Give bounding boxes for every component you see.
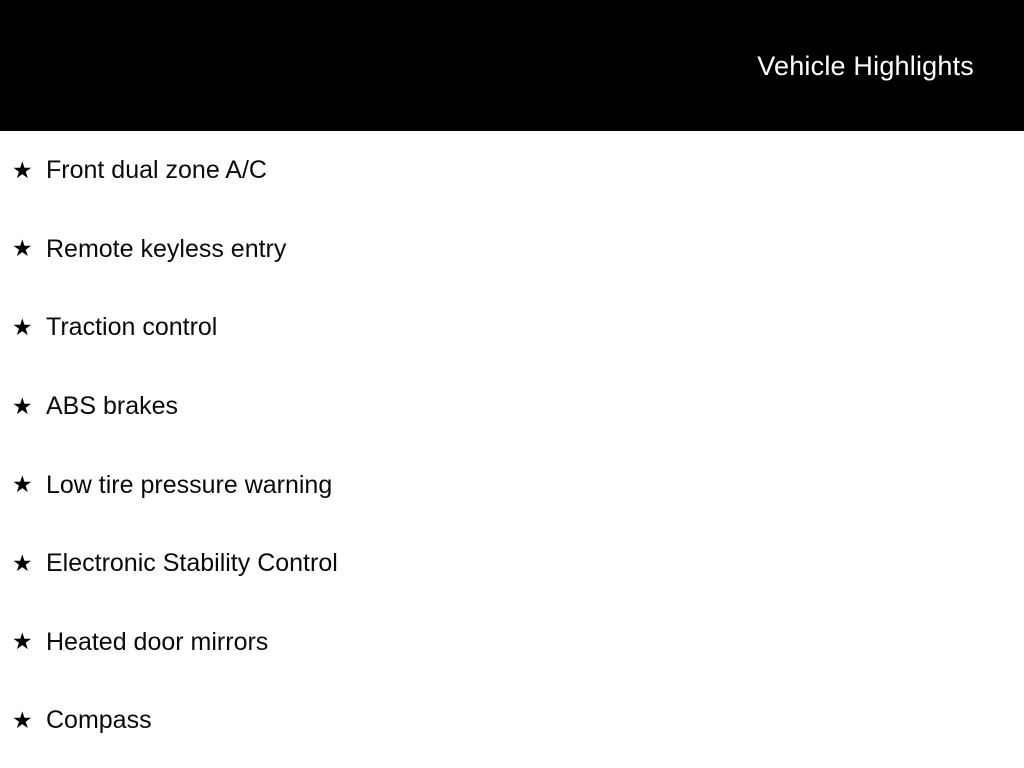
list-item xyxy=(0,367,1024,446)
list-item xyxy=(0,445,1024,524)
list-item xyxy=(0,681,1024,760)
star-icon: ★ xyxy=(12,628,33,655)
star-icon: ★ xyxy=(12,235,33,262)
list-item xyxy=(0,288,1024,367)
star-icon: ★ xyxy=(12,156,33,183)
header-bar xyxy=(0,0,1024,131)
page-title: Vehicle Highlights xyxy=(757,51,974,81)
list-item xyxy=(0,131,1024,210)
star-icon: ★ xyxy=(12,392,33,419)
star-icon: ★ xyxy=(12,549,33,576)
list-item-label: ABS brakes xyxy=(46,392,179,421)
list-item-label: Front dual zone A/C xyxy=(46,156,267,185)
list-item xyxy=(0,210,1024,289)
star-icon: ★ xyxy=(12,313,33,340)
list-item-label: Remote keyless entry xyxy=(46,234,287,263)
list-item-label: Electronic Stability Control xyxy=(46,549,338,578)
list-item-label: Compass xyxy=(46,706,152,735)
star-icon: ★ xyxy=(12,471,33,498)
vehicle-highlights-list xyxy=(0,131,1024,760)
star-icon: ★ xyxy=(12,706,33,733)
list-item xyxy=(0,524,1024,603)
list-item xyxy=(0,603,1024,682)
list-item-label: Low tire pressure warning xyxy=(46,470,333,499)
list-item-label: Heated door mirrors xyxy=(46,627,269,656)
list-item-label: Traction control xyxy=(46,313,218,342)
